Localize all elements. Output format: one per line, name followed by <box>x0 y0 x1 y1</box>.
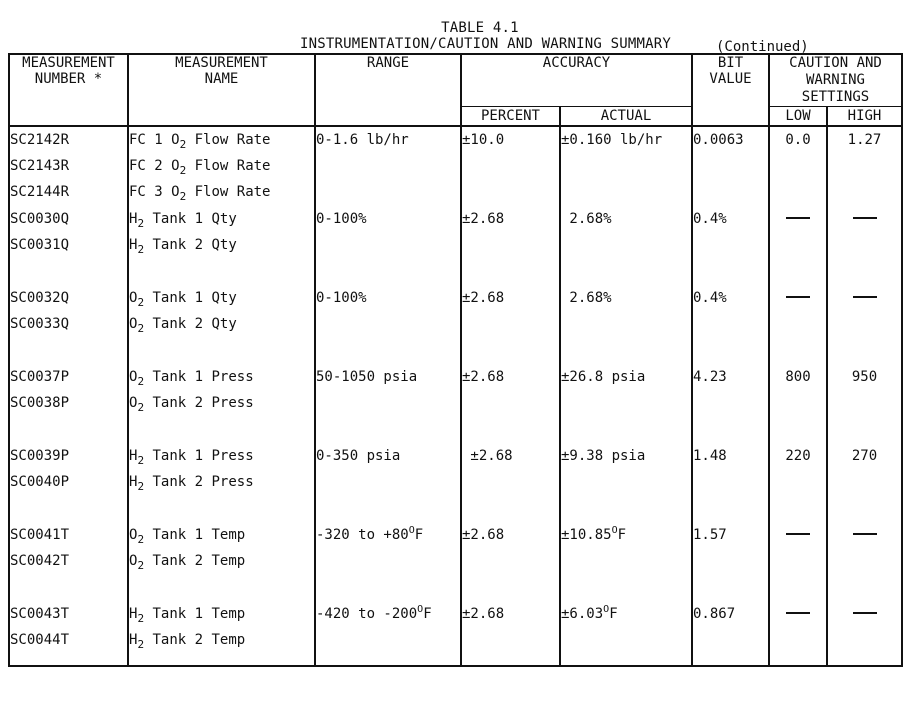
header-high: HIGH <box>827 107 902 127</box>
percent-cell: ±2.68 <box>461 206 560 285</box>
range-cell: 0-1.6 lb/hr <box>315 126 461 206</box>
measurement-number-cell <box>9 443 128 522</box>
table-row <box>9 126 902 206</box>
measurement-name: FC 3 $O_2$ Flow Rate <box>129 184 271 203</box>
bit-value-cell: 1.57 <box>692 522 769 601</box>
percent-cell: ±2.68 <box>461 364 560 443</box>
header-low: LOW <box>769 107 827 127</box>
measurement-number: SC0031Q <box>10 237 70 253</box>
actual-cell: $\pm 10.85^OF$ <box>560 522 692 601</box>
dash-mark <box>786 533 810 535</box>
measurement-number: SC0033Q <box>10 316 70 332</box>
low-setting-cell <box>769 522 827 601</box>
range-cell: -420 to $-200^OF$ <box>315 601 461 666</box>
measurement-name: $H_2$ Tank 1 Temp <box>129 606 246 625</box>
measurement-name: $H_2$ Tank 2 Press <box>129 474 254 493</box>
high-setting-cell: 1.27 <box>827 126 902 206</box>
measurement-name: $O_2$ Tank 2 Temp <box>129 553 246 572</box>
low-setting-cell <box>769 601 827 666</box>
measurement-number: SC0044T <box>10 632 70 648</box>
actual-cell: 2.68% <box>560 206 692 285</box>
low-setting-cell: 0.0 <box>769 126 827 206</box>
table-body <box>9 126 902 666</box>
table-row <box>9 443 902 522</box>
percent-cell: ±2.68 <box>461 285 560 364</box>
measurement-number-cell <box>9 364 128 443</box>
low-setting-cell: 800 <box>769 364 827 443</box>
actual-cell: $\pm 6.03^OF$ <box>560 601 692 666</box>
measurement-number: SC0037P <box>10 369 70 385</box>
measurement-name: $H_2$ Tank 1 Qty <box>129 211 237 230</box>
measurement-number: SC0032Q <box>10 290 70 306</box>
dash-mark <box>786 217 810 219</box>
measurement-name-cell <box>128 601 315 666</box>
measurement-number: SC2144R <box>10 184 70 200</box>
low-setting-cell <box>769 206 827 285</box>
header-caution-warning: CAUTION AND WARNING SETTINGS <box>769 54 902 107</box>
actual-cell: ±26.8 psia <box>560 364 692 443</box>
bit-value-cell: 1.48 <box>692 443 769 522</box>
bit-value-cell: 4.23 <box>692 364 769 443</box>
table-row <box>9 206 902 285</box>
range-cell: 0-100% <box>315 206 461 285</box>
header-accuracy: ACCURACY <box>461 54 692 107</box>
measurement-number-cell <box>9 285 128 364</box>
bit-value-cell: 0.4% <box>692 206 769 285</box>
instrumentation-summary-table <box>8 53 903 667</box>
measurement-number-cell <box>9 522 128 601</box>
header-percent: PERCENT <box>461 107 560 127</box>
actual-cell: 2.68% <box>560 285 692 364</box>
measurement-name: FC 2 $O_2$ Flow Rate <box>129 158 271 177</box>
measurement-name-cell <box>128 364 315 443</box>
high-setting-cell <box>827 601 902 666</box>
dash-mark <box>786 296 810 298</box>
percent-cell: ±10.0 <box>461 126 560 206</box>
actual-cell: ±9.38 psia <box>560 443 692 522</box>
dash-mark <box>853 533 877 535</box>
bit-value-cell: 0.867 <box>692 601 769 666</box>
measurement-number: SC0038P <box>10 395 70 411</box>
measurement-number: SC0041T <box>10 527 70 543</box>
table-row <box>9 285 902 364</box>
measurement-number-cell <box>9 126 128 206</box>
high-setting-cell <box>827 285 902 364</box>
measurement-name: $O_2$ Tank 2 Qty <box>129 316 237 335</box>
measurement-number: SC2143R <box>10 158 70 174</box>
dash-mark <box>853 612 877 614</box>
measurement-name-cell <box>128 285 315 364</box>
measurement-number-cell <box>9 601 128 666</box>
measurement-name: $H_2$ Tank 1 Press <box>129 448 254 467</box>
high-setting-cell: 270 <box>827 443 902 522</box>
high-setting-cell <box>827 522 902 601</box>
low-setting-cell <box>769 285 827 364</box>
range-cell: 0-100% <box>315 285 461 364</box>
high-setting-cell: 950 <box>827 364 902 443</box>
range-cell: 0-350 psia <box>315 443 461 522</box>
dash-mark <box>853 217 877 219</box>
percent-cell: ±2.68 <box>461 443 560 522</box>
header-range: RANGE <box>315 54 461 126</box>
bit-value-cell: 0.4% <box>692 285 769 364</box>
low-setting-cell: 220 <box>769 443 827 522</box>
measurement-number: SC0030Q <box>10 211 70 227</box>
measurement-name: $O_2$ Tank 1 Qty <box>129 290 237 309</box>
table-row <box>9 364 902 443</box>
measurement-name: $H_2$ Tank 2 Qty <box>129 237 237 256</box>
table-subtitle: INSTRUMENTATION/CAUTION AND WARNING SUMMARY <box>300 36 672 52</box>
measurement-name-cell <box>128 126 315 206</box>
dash-mark <box>786 612 810 614</box>
range-cell: -320 to $+80^OF$ <box>315 522 461 601</box>
measurement-number: SC2142R <box>10 132 70 148</box>
header-measurement-name: MEASUREMENT NAME <box>128 54 315 126</box>
measurement-name: $O_2$ Tank 1 Press <box>129 369 254 388</box>
measurement-number: SC0042T <box>10 553 70 569</box>
continued-label: (Continued) <box>716 39 809 55</box>
measurement-name: $H_2$ Tank 2 Temp <box>129 632 246 651</box>
measurement-name: $O_2$ Tank 1 Temp <box>129 527 246 546</box>
measurement-number: SC0040P <box>10 474 70 490</box>
header-bit-value: BIT VALUE <box>692 54 769 126</box>
measurement-name: FC 1 $O_2$ Flow Rate <box>129 132 271 151</box>
measurement-name: $O_2$ Tank 2 Press <box>129 395 254 414</box>
measurement-name-cell <box>128 206 315 285</box>
high-setting-cell <box>827 206 902 285</box>
actual-cell: ±0.160 lb/hr <box>560 126 692 206</box>
percent-cell: ±2.68 <box>461 601 560 666</box>
header-actual: ACTUAL <box>560 107 692 127</box>
measurement-name-cell <box>128 522 315 601</box>
dash-mark <box>853 296 877 298</box>
measurement-name-cell <box>128 443 315 522</box>
table-row <box>9 601 902 666</box>
table-row <box>9 522 902 601</box>
percent-cell: ±2.68 <box>461 522 560 601</box>
bit-value-cell: 0.0063 <box>692 126 769 206</box>
range-cell: 50-1050 psia <box>315 364 461 443</box>
measurement-number: SC0043T <box>10 606 70 622</box>
measurement-number-cell <box>9 206 128 285</box>
table-title: TABLE 4.1 <box>441 20 519 36</box>
measurement-number: SC0039P <box>10 448 70 464</box>
header-measurement-number: MEASUREMENT NUMBER * <box>9 54 128 126</box>
